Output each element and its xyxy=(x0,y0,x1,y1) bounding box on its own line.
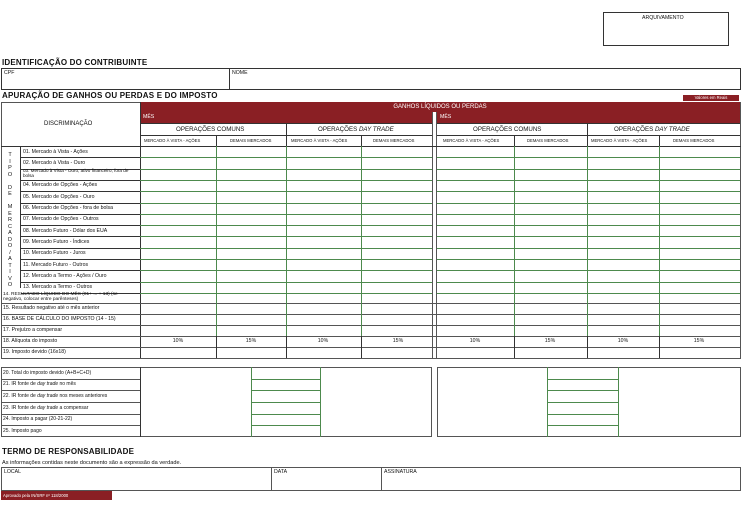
op-day-right-em: DAY TRADE xyxy=(654,126,690,133)
tipo-mercado-label xyxy=(6,151,14,288)
discriminacao-header: DISCRIMINAÇÃO xyxy=(44,121,93,127)
tipo-letter: O xyxy=(7,171,13,178)
row-label: 05. Mercado de Opções - Ouro xyxy=(23,193,95,200)
ganhos-header: GANHOS LÍQUIDOS OU PERDAS xyxy=(140,102,740,112)
total-cell-divider xyxy=(251,390,320,391)
row-label: 09. Mercado Futuro - Índices xyxy=(23,238,90,245)
total-cell-divider-r xyxy=(547,425,618,426)
aliquota-value: 15% xyxy=(544,338,556,344)
total-label xyxy=(3,405,88,411)
row-label: 12. Mercado a Termo - Ações / Ouro xyxy=(23,272,107,279)
total-em: day trade xyxy=(37,381,59,388)
total-cell-divider-r xyxy=(547,379,618,380)
cell-divider-right xyxy=(437,157,740,158)
sub-acoes-4: MERCADO À VISTA - AÇÕES xyxy=(591,138,648,143)
total-rest: no mês xyxy=(58,381,76,388)
sub-demais-1: DEMAIS MERCADOS xyxy=(230,138,272,143)
total-divider xyxy=(1,390,140,391)
tipo-letter: / xyxy=(9,249,11,256)
summary-divider xyxy=(1,303,741,304)
row-label: 08. Mercado Futuro - Dólar dos EUA xyxy=(23,227,108,234)
total-num: 22. xyxy=(3,392,10,399)
tipo-letter: V xyxy=(8,275,12,282)
aliquota-value: 15% xyxy=(693,338,705,344)
arquivamento-label: ARQUIVAMENTO xyxy=(642,15,684,21)
assinatura-field[interactable] xyxy=(381,467,741,491)
total-divider xyxy=(1,425,140,426)
local-field[interactable] xyxy=(1,467,272,491)
totals-cell-r2 xyxy=(618,367,619,437)
row-divider xyxy=(21,214,140,215)
summary-label: 16. BASE DE CÁLCULO DO IMPOSTO (14 - 15) xyxy=(3,316,116,322)
row-divider xyxy=(21,270,140,271)
tipo-letter: O xyxy=(7,243,13,249)
total-label xyxy=(3,393,107,399)
total-cell-divider xyxy=(251,379,320,380)
total-label xyxy=(3,381,76,387)
aliquota-value: 15% xyxy=(245,338,257,344)
sub-demais-3: DEMAIS MERCADOS xyxy=(527,138,569,143)
cell-divider-right xyxy=(437,191,740,192)
total-cell-divider xyxy=(251,402,320,403)
op-sep-right xyxy=(587,123,588,146)
cell-divider-right xyxy=(437,248,740,249)
row-divider xyxy=(21,282,140,283)
tipo-letter: T xyxy=(8,262,12,269)
row-divider xyxy=(21,180,140,181)
tipo-letter: A xyxy=(8,256,12,262)
arquivamento-box xyxy=(603,12,729,46)
tipo-letter: O xyxy=(7,282,13,288)
total-divider xyxy=(1,402,140,403)
cell-divider-right xyxy=(437,225,740,226)
termo-text: As informações contidas neste documento são a expressão da verdade. xyxy=(2,460,182,466)
tipo-letter: C xyxy=(8,223,12,230)
cell-divider-right xyxy=(437,259,740,260)
total-cell-divider-r xyxy=(547,402,618,403)
row-label: 11. Mercado Futuro - Outros xyxy=(23,261,89,268)
sub-sep-2 xyxy=(514,135,515,146)
op-sep-left xyxy=(286,123,287,146)
sub-acoes-3: MERCADO À VISTA - AÇÕES xyxy=(443,138,500,143)
sub-sep-0 xyxy=(216,135,217,146)
total-num: 24. xyxy=(3,416,10,423)
data-col-line-b xyxy=(514,336,515,358)
aprovado-badge: Aprovado pela IN/SRF nº 118/2000 xyxy=(1,491,112,500)
total-label xyxy=(3,416,72,422)
cell-divider-right xyxy=(437,293,740,294)
data-col-line xyxy=(361,146,362,336)
data-field[interactable] xyxy=(271,467,382,491)
mes-right xyxy=(437,112,740,123)
summary-label: 19. Imposto devido (16x18) xyxy=(3,349,66,355)
aliquota-value: 15% xyxy=(392,338,404,344)
tipo-letter: R xyxy=(8,217,12,223)
termo-title: TERMO DE RESPONSABILIDADE xyxy=(2,447,135,456)
total-label xyxy=(3,370,91,376)
hdr-line-e xyxy=(1,146,741,147)
id-title: IDENTIFICAÇÃO DO CONTRIBUINTE xyxy=(2,58,148,67)
total-text: Total do imposto devido (A+B+C+D) xyxy=(11,369,92,376)
total-divider xyxy=(1,379,140,380)
row-divider xyxy=(21,248,140,249)
row-divider xyxy=(21,236,140,237)
row-label: 01. Mercado à Vista - Ações xyxy=(23,148,88,155)
cell-divider-right xyxy=(437,282,740,283)
summary-divider xyxy=(1,336,741,337)
summary-divider xyxy=(1,325,741,326)
aliquota-value: 10% xyxy=(317,338,329,344)
data-col-line xyxy=(286,146,287,336)
total-cell-divider xyxy=(251,414,320,415)
sub-acoes-2: MERCADO À VISTA - AÇÕES xyxy=(291,138,348,143)
total-em: day trade xyxy=(37,404,59,411)
row-label: 03. Mercado à Vista - Ouro, ativo financeiro, fora de bolsa xyxy=(23,168,129,178)
tipo-letter: A xyxy=(8,230,12,236)
assinatura-label: ASSINATURA xyxy=(384,469,417,475)
op-comuns-left: OPERAÇÕES COMUNS xyxy=(176,126,245,133)
total-label xyxy=(3,428,42,434)
mes-left-label: MÊS xyxy=(143,114,155,120)
mes-left xyxy=(140,112,432,123)
totals-sep xyxy=(140,367,141,437)
total-rest: nos meses anteriores xyxy=(58,392,108,399)
row-label: 06. Mercado de Opções - fora de bolsa xyxy=(23,205,113,211)
op-day-left xyxy=(318,126,394,133)
data-label: DATA xyxy=(274,469,288,475)
row-divider xyxy=(21,157,140,158)
summary-label: 18. Alíquota do imposto xyxy=(3,338,58,344)
valores-badge: Valores em Reais xyxy=(683,95,739,101)
row-divider xyxy=(21,259,140,260)
hdr-line-b xyxy=(437,123,740,124)
total-text: Imposto a pagar (20-21-22) xyxy=(11,416,73,423)
row-label: 02. Mercado à Vista - Ouro xyxy=(23,159,86,166)
row-label: 04. Mercado de Opções - Ações xyxy=(23,182,98,189)
tipo-letter: I xyxy=(9,269,11,275)
row-divider xyxy=(21,191,140,192)
mes-right-label: MÊS xyxy=(440,114,452,120)
data-col-line-b xyxy=(361,336,362,358)
aliquota-value: 10% xyxy=(172,338,184,344)
total-cell-divider-r xyxy=(547,390,618,391)
total-num: 21. xyxy=(3,381,10,388)
cell-divider-right xyxy=(437,203,740,204)
total-divider xyxy=(1,414,140,415)
sub-demais-4: DEMAIS MERCADOS xyxy=(673,138,715,143)
op-day-right xyxy=(614,126,690,133)
tipo-letter: T xyxy=(8,152,12,158)
cell-divider-right xyxy=(437,169,740,170)
data-col-line xyxy=(216,146,217,336)
total-text: IR fonte de xyxy=(11,381,38,388)
hdr-line-d xyxy=(437,135,740,136)
data-col-line-b xyxy=(286,336,287,358)
summary-divider xyxy=(1,358,741,359)
tipo-letter: E xyxy=(8,191,12,197)
aliquota-value: 10% xyxy=(469,338,481,344)
data-col-line-b xyxy=(659,336,660,358)
total-text: IR fonte de xyxy=(11,404,38,411)
tipo-letter: M xyxy=(7,204,13,210)
data-col-line xyxy=(659,146,660,336)
sub-acoes-1: MERCADO À VISTA - AÇÕES xyxy=(144,138,201,143)
cpf-label: CPF xyxy=(4,70,15,76)
summary-divider xyxy=(1,314,741,315)
total-num: 20. xyxy=(3,369,10,376)
summary-divider xyxy=(1,347,741,348)
disc-col-border xyxy=(140,102,141,359)
op-day-left-prefix: OPERAÇÕES xyxy=(318,126,358,133)
total-rest: a compensar xyxy=(58,404,89,411)
cell-divider-right xyxy=(437,236,740,237)
op-comuns-right: OPERAÇÕES COMUNS xyxy=(473,126,542,133)
data-col-line-b xyxy=(216,336,217,358)
cpf-field[interactable] xyxy=(1,68,230,90)
total-text: IR fonte de xyxy=(11,392,38,399)
aliquota-value: 10% xyxy=(617,338,629,344)
total-text: Imposto pago xyxy=(11,427,42,434)
tipo-letter: D xyxy=(8,184,12,191)
total-num: 23. xyxy=(3,404,10,411)
tipo-letter: D xyxy=(8,236,12,243)
total-num: 25. xyxy=(3,427,10,434)
totals-cell-r xyxy=(320,367,321,437)
local-label: LOCAL xyxy=(4,469,22,475)
summary-label: 15. Resultado negativo até o mês anterior xyxy=(3,305,100,311)
op-day-right-prefix: OPERAÇÕES xyxy=(614,126,654,133)
row-label: 07. Mercado de Opções - Outros xyxy=(23,216,99,223)
cell-divider-right xyxy=(437,270,740,271)
tipo-letter: I xyxy=(9,158,11,165)
total-cell-divider xyxy=(251,425,320,426)
row-divider xyxy=(21,203,140,204)
sub-sep-1 xyxy=(361,135,362,146)
nome-field[interactable] xyxy=(229,68,741,90)
summary-label: 17. Prejuízo a compensar xyxy=(3,327,63,333)
sub-demais-2: DEMAIS MERCADOS xyxy=(373,138,415,143)
total-em: day trade xyxy=(37,392,59,399)
data-col-line xyxy=(514,146,515,336)
row-label: 10. Mercado Futuro - Juros xyxy=(23,250,86,257)
totals-cell-l2 xyxy=(547,367,548,437)
row-label: 13. Mercado a Termo - Outros xyxy=(23,284,93,291)
total-cell-divider-r xyxy=(547,414,618,415)
cell-divider-right xyxy=(437,214,740,215)
row-divider xyxy=(21,225,140,226)
op-day-left-em: DAY TRADE xyxy=(358,126,394,133)
data-col-line-b xyxy=(587,336,588,358)
cell-divider-right xyxy=(437,180,740,181)
tipo-letter: E xyxy=(8,210,12,217)
tipo-letter: P xyxy=(8,165,12,171)
nome-label: NOME xyxy=(232,70,248,76)
tipo-col-border xyxy=(20,146,21,288)
sub-sep-3 xyxy=(659,135,660,146)
apuracao-title: APURAÇÃO DE GANHOS OU PERDAS E DO IMPOSTO xyxy=(2,91,218,100)
summary-label: 14. RESULTADO LÍQUIDO DO MÊS (01+ ... + 13) (se negativo, colocar entre parênteses) xyxy=(3,292,118,302)
data-col-line xyxy=(587,146,588,336)
totals-cell-l xyxy=(251,367,252,437)
